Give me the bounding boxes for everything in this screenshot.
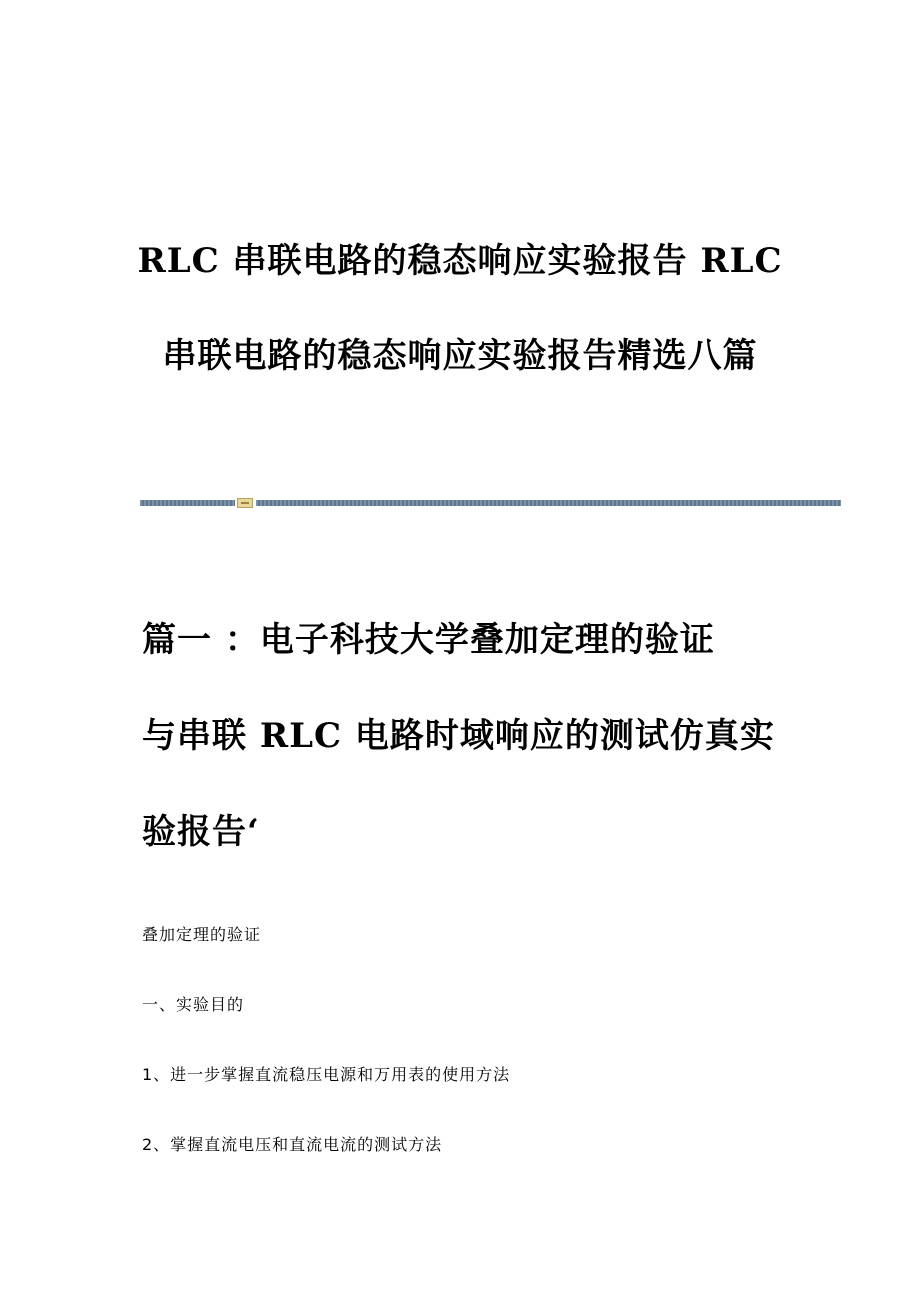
section-divider (140, 498, 841, 508)
divider-bar-left (140, 500, 235, 506)
body-paragraph-4: 2、掌握直流电压和直流电流的测试方法 (142, 1135, 443, 1154)
divider-bar-right (256, 500, 841, 506)
document-title-line-2: 串联电路的稳态响应实验报告精选八篇 (162, 336, 758, 376)
body-paragraph-2: 一、实验目的 (142, 995, 245, 1014)
chapter-heading-line-1: 篇一 ：电子科技大学叠加定理的验证 (142, 620, 715, 660)
document-title-line-1: RLC 串联电路的稳态响应实验报告 RLC (137, 241, 783, 281)
body-paragraph-3: 1、进一步掌握直流稳压电源和万用表的使用方法 (142, 1065, 511, 1084)
body-paragraph-1: 叠加定理的验证 (142, 925, 262, 944)
divider-ornament-icon (237, 498, 253, 508)
chapter-heading-line-3: 验报告‘ (142, 812, 260, 852)
chapter-heading-line-2: 与串联 RLC 电路时域响应的测试仿真实 (142, 716, 775, 756)
